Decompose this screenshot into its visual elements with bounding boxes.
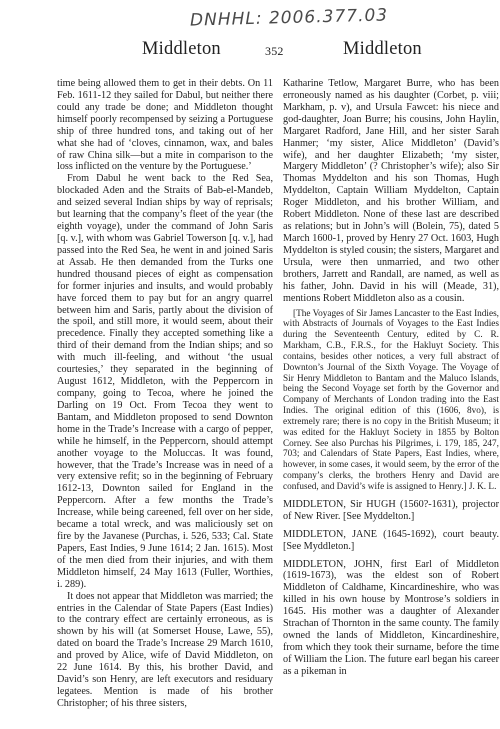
running-head-left: Middleton: [142, 39, 221, 59]
paragraph: It does not appear that Middleton was married; the entries in the Calendar of State Papers (East Indies) to the contrary effect are certainly erroneous, as is shown by his will (at Somerset House, Lawe, 55), dated on board the Trade’s Increase 29 March 1610, and proved by Alice, wife of David Middleton, on 22 June 1614. By this, his brother David, and David’s son Henry, are left executors and residuary legatees. Mention is made of his brother Christopher; of his three sisters,: [57, 590, 273, 709]
bibliography-note: [The Voyages of Sir James Lancaster to the East Indies, with Abstracts of Journals of Voyages to the East Indies during the Seventeenth Century, edited by C. R. Markham, C.B., F.R.S., for the Hakluyt Society. This contains, besides other notices, a very full abstract of Downton’s Journal of the Sixth Voyage. The Voyage of Sir Henry Middleton to Bantam and the Maluco Islands, being the Second Voyage set forth by the Governor and Company of Merchants of London trading into the East Indies. The original edition of this (1606, 8vo), is extremely rare; there is no copy in the British Museum; it was edited for the Hakluyt Society in 1855 by Bolton Corney. See also Purchas his Pilgrimes, i. 179, 185, 247, 703; and Calendars of State Papers, East Indies, where, however, in some cases, it would seem, by the error of the company’s clerks, the brothers Henry and David are confused, and David’s wife is assigned to Henry.] J. K. L.: [283, 308, 499, 493]
paragraph: time being allowed them to get in their debts. On 11 Feb. 1611-12 they sailed for Dabul, but neither there could any trade be done; and Middleton thought himself poorly recompensed by seizing a Portuguese ship of three hundred tons, and taking out of her what she had of ‘cloves, cinnamon, wax, and bales of raw China silk—but a mite in comparison to the loss inflicted on the venture by the Portuguese.’: [57, 78, 273, 173]
left-column: [57, 78, 273, 710]
running-head-right: Middleton: [343, 39, 422, 59]
archive-stamp: DNHHL: 2006.377.03: [189, 5, 389, 31]
paragraph: Katharine Tetlow, Margaret Burre, who has been erroneously named as his daughter (Corbet, p. viii; Markham, p. v), and Ursula Fawcet: his niece and god-daughter, Joan Burre; his cousins, John Haylin, Margaret Radford, Jane Hill, and her sister Sarah Hanmer; ‘my sister, Alice Middleton’ (David’s wife), and her daughter Elizabeth; ‘my sister, Margery Middleton’ (? Christopher’s wife); also Sir Thomas Myddelton and his son Thomas, Hugh Myddelton, Captain William Myddelton, Captain Roger Middleton, and his brother William, and Robert Middleton. None of these last are described as relations; but in John’s will (Bolein, 75), dated 5 March 1600-1, proved by Henry 27 Oct. 1603, Hugh Myddelton is styled cousin; the sisters, Margaret and Ursula, were then unmarried, and two other brothers, Jarrett and Randall, are named, as well as his father, John. David in his will (Meade, 31), mentions Robert Middleton also as a cousin.: [283, 78, 499, 304]
entry-middleton-john: MIDDLETON, JOHN, first Earl of Middleton (1619-1673), was the eldest son of Robert Middleton of Caldhame, Kincardineshire, who was killed in his own house by Montrose’s soldiers in 1645. His mother was a daughter of Alexander Strachan of Thornton in the same county. The family owned the lands of Middleton, Kincardineshire, from which they took their surname, before the time of William the Lion. The future earl began his career as a pikeman in: [283, 558, 499, 677]
right-column: [283, 78, 499, 678]
paragraph: From Dabul he went back to the Red Sea, blockaded Aden and the Straits of Bab-el-Mandeb, and seized several Indian ships by way of reprisals; but learning that the company’s fleet of the year (the eighth voyage), under the command of John Saris [q. v.], with whom was Gabriel Towerson [q. v.], had passed into the Red Sea, he went in and joined Saris at Assab. He then demanded from the Turks one hundred thousand pieces of eight as compensation for former injuries and insults, and would probably have forced them to pay but for an angry quarrel between him and Saris, partly about the division of the spoil, and still more, it would seem, about their precedence. Finally they accepted something like a third of their demand from the Indian ships; and so with much ill-feeling, and without ‘the usual courtesies,’ they separated in the beginning of August 1612, Middleton, with the Peppercorn in company, going to Tecoa, where he joined the Darling on 19 Oct. From Tecoa they went to Bantam, and Middleton proposed to send Downton home in the Trade’s Increase with a cargo of pepper, while he himself, in the Peppercorn, should attempt another voyage to the Moluccas. It was found, however, that the Trade’s Increase was in need of a very extensive refit; so in the beginning of February 1612-13, Downton sailed for England in the Peppercorn. After a few months the Trade’s Increase, while being careened, fell over on her side, became a total wreck, and was maliciously set on fire by the Javanese (Purchas, i. 526, 533; Cal. State Papers, East Indies, 9 June 1614; 2 Jan. 1615). Most of the men died from their injuries, and with them Middleton himself, 24 May 1613 (Fuller, Worthies, i. 289).: [57, 173, 273, 590]
entry-middleton-jane: MIDDLETON, JANE (1645-1692), court beauty. [See Myddleton.]: [283, 528, 499, 552]
entry-middleton-hugh: MIDDLETON, Sir HUGH (1560?-1631), projector of New River. [See Myddelton.]: [283, 498, 499, 522]
page-number: 352: [265, 44, 284, 58]
